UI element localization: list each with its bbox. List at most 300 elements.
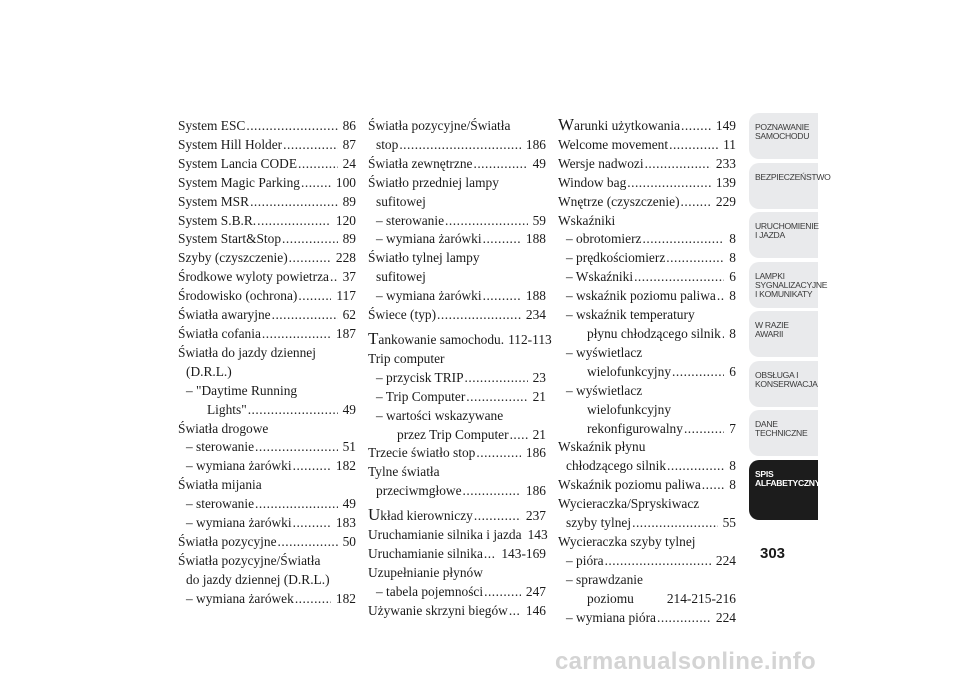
index-entry-row xyxy=(186,495,356,514)
index-subentry[interactable] xyxy=(368,407,546,445)
index-entry[interactable] xyxy=(558,476,736,495)
index-term: Wnętrze (czyszczenie) xyxy=(558,193,680,209)
index-entry[interactable] xyxy=(178,155,356,174)
leader-dots xyxy=(399,136,521,155)
leader-dots xyxy=(298,155,338,174)
index-term: Światła mijania xyxy=(178,477,262,493)
index-entry-row xyxy=(376,287,546,306)
index-term: Światło tylnej lampy xyxy=(368,250,480,266)
index-entry-row xyxy=(566,249,736,268)
page-ref: 188 xyxy=(525,231,546,247)
leader-dots xyxy=(681,193,711,212)
index-term: Światło przedniej lampy xyxy=(368,174,499,190)
leader-dots xyxy=(262,325,331,344)
index-term: Trip computer xyxy=(368,350,445,366)
index-term: Uruchamianie silnika i jazda xyxy=(368,527,522,543)
index-entry[interactable] xyxy=(368,507,546,526)
index-term-line xyxy=(178,552,356,571)
leader-dots xyxy=(293,514,331,533)
index-term-line xyxy=(376,407,546,426)
section-tab[interactable]: W RAZIE AWARII xyxy=(749,311,818,357)
index-term-line xyxy=(368,249,546,268)
index-term: Światła drogowe xyxy=(178,420,269,436)
index-entry[interactable] xyxy=(178,249,356,268)
index-subentry[interactable] xyxy=(368,369,546,388)
leader-dots xyxy=(643,230,725,249)
page-ref: 224 xyxy=(715,609,736,625)
page-ref: 49 xyxy=(342,401,356,417)
index-entry[interactable] xyxy=(178,174,356,193)
index-subentry[interactable] xyxy=(368,212,546,231)
index-subentry[interactable] xyxy=(558,344,736,382)
page-ref: 228 xyxy=(335,250,356,266)
index-entry-row xyxy=(376,388,546,407)
index-term-line xyxy=(178,344,356,363)
index-entry-row xyxy=(558,117,736,136)
page-ref: 224 xyxy=(715,552,736,568)
index-entry[interactable] xyxy=(558,212,736,231)
leader-dots xyxy=(255,438,338,457)
index-term: arunki użytkowania xyxy=(574,118,681,133)
page-ref: 23 xyxy=(532,369,546,385)
index-entry[interactable] xyxy=(368,306,546,325)
section-tab[interactable]: SPIS ALFABETYCZNY xyxy=(749,460,818,520)
index-entry[interactable] xyxy=(368,249,546,287)
page-ref: 8 xyxy=(729,477,736,493)
index-entry-row xyxy=(178,268,356,287)
index-term: Światła zewnętrzne xyxy=(368,155,473,171)
section-tab[interactable]: POZNAWANIE SAMOCHODU xyxy=(749,113,818,159)
leader-dots xyxy=(483,230,521,249)
index-entry[interactable] xyxy=(178,552,356,590)
index-term: – wymiana żarówki xyxy=(186,458,292,474)
index-entry-row xyxy=(178,136,356,155)
section-tab[interactable]: LAMPKI SYGNALIZACYJNE I KOMUNIKATY xyxy=(749,262,818,308)
page-ref: 120 xyxy=(335,212,356,228)
leader-dots xyxy=(301,174,331,193)
index-term: – wymiana żarówki xyxy=(186,515,292,531)
index-entry-row xyxy=(566,230,736,249)
page-ref: 143-169 xyxy=(501,545,546,561)
index-entry[interactable] xyxy=(368,350,546,369)
index-term: rekonfigurowalny xyxy=(587,420,683,436)
index-entry-row xyxy=(178,287,356,306)
index-term: – wyświetlacz xyxy=(566,382,643,398)
index-term: – wyświetlacz xyxy=(566,344,643,360)
index-entry-row xyxy=(368,350,546,369)
page-ref: 186 xyxy=(525,136,546,152)
index-entry-row xyxy=(376,230,546,249)
index-term: poziomu xyxy=(587,590,634,606)
leader-dots xyxy=(278,533,338,552)
index-subentry[interactable] xyxy=(558,571,736,609)
leader-dots xyxy=(645,155,711,174)
index-entry-row xyxy=(376,212,546,231)
index-term: System Hill Holder xyxy=(178,136,283,152)
index-entry-row xyxy=(558,457,736,476)
page-ref: 87 xyxy=(342,136,356,152)
index-term-continuation: sufitowej xyxy=(376,269,426,285)
index-entry[interactable] xyxy=(178,306,356,325)
leader-dots xyxy=(466,388,527,407)
leader-dots xyxy=(672,363,724,382)
leader-dots xyxy=(667,457,724,476)
page-ref: 49 xyxy=(532,155,546,171)
index-entry[interactable] xyxy=(368,463,546,501)
index-term: System ESC xyxy=(178,118,246,133)
page-ref: 7 xyxy=(729,420,736,436)
index-term-line xyxy=(566,571,736,590)
page-ref: 51 xyxy=(342,439,356,455)
index-entry-row xyxy=(566,590,736,609)
leader-dots xyxy=(510,426,528,445)
index-column-2 xyxy=(368,117,552,621)
page-ref: 24 xyxy=(342,155,356,171)
index-subentry[interactable] xyxy=(368,583,546,602)
index-entry-row xyxy=(558,212,736,231)
leader-dots xyxy=(289,249,331,268)
index-entry-row xyxy=(376,426,546,445)
page-ref: 62 xyxy=(342,307,356,323)
index-term: System MSR xyxy=(178,193,250,209)
index-entry[interactable] xyxy=(558,438,736,476)
index-entry-row xyxy=(368,444,546,463)
index-entry[interactable] xyxy=(178,212,356,231)
index-entry-row xyxy=(566,268,736,287)
index-entry-row xyxy=(186,401,356,420)
page-ref: 182 xyxy=(335,458,356,474)
page-ref: 143 xyxy=(527,527,548,543)
index-subentry[interactable] xyxy=(178,457,356,476)
index-term: – sterowanie xyxy=(376,212,445,228)
index-subentry[interactable] xyxy=(178,514,356,533)
index-term: – wskaźnik temperatury xyxy=(566,307,695,323)
page-ref: 234 xyxy=(525,307,546,323)
page-ref: 8 xyxy=(729,288,736,304)
index-term: Wycieraczka/Spryskiwacz xyxy=(558,496,700,512)
index-entry[interactable] xyxy=(178,117,356,136)
leader-dots xyxy=(717,287,724,306)
index-entry[interactable] xyxy=(368,117,546,155)
index-entry-row xyxy=(186,457,356,476)
page-ref: 186 xyxy=(525,445,546,461)
index-term: przez Trip Computer xyxy=(397,426,509,442)
page-ref: 139 xyxy=(715,174,736,190)
index-term: Tylne światła xyxy=(368,464,440,480)
leader-dots xyxy=(465,369,528,388)
index-term: Świece (typ) xyxy=(368,307,437,323)
index-term: Światła awaryjne xyxy=(178,307,271,323)
page-ref: 183 xyxy=(335,515,356,531)
index-term: Światła cofania xyxy=(178,325,261,341)
index-entry[interactable] xyxy=(368,155,546,174)
index-term: Środowisko (ochrona) xyxy=(178,288,298,304)
index-entry-row xyxy=(186,590,356,609)
page-ref: 186 xyxy=(525,483,546,499)
leader-dots xyxy=(272,306,338,325)
index-term: – tabela pojemności xyxy=(376,583,484,599)
index-entry[interactable] xyxy=(178,230,356,249)
index-entry[interactable] xyxy=(178,476,356,495)
index-term: Lights" xyxy=(207,401,247,417)
index-entry[interactable] xyxy=(178,136,356,155)
index-term: – przycisk TRIP xyxy=(376,369,464,385)
section-tab[interactable]: DANE TECHNICZNE xyxy=(749,410,818,456)
index-subentry[interactable] xyxy=(558,268,736,287)
page-ref: 214-215-216 xyxy=(666,590,736,606)
index-term-line xyxy=(368,117,546,136)
leader-dots xyxy=(669,136,718,155)
page-ref: 229 xyxy=(715,193,736,209)
index-entry[interactable] xyxy=(558,533,736,552)
index-term: stop xyxy=(376,136,399,152)
leader-dots xyxy=(722,325,724,344)
leader-dots xyxy=(445,212,528,231)
index-term: System Magic Parking xyxy=(178,174,300,190)
leader-dots xyxy=(250,193,338,212)
leader-dots xyxy=(605,552,711,571)
page-ref: 247 xyxy=(525,583,546,599)
index-term: Wskaźnik poziomu paliwa xyxy=(558,477,701,493)
index-term-line xyxy=(558,495,736,514)
index-term: Wskaźnik płynu xyxy=(558,439,646,455)
index-entry-row xyxy=(178,533,356,552)
index-term: – wymiana żarówki xyxy=(376,288,482,304)
index-entry-row xyxy=(178,249,356,268)
index-entry-row xyxy=(178,325,356,344)
index-term: Światła pozycyjne/Światła xyxy=(368,118,511,133)
index-subentry[interactable] xyxy=(558,287,736,306)
index-entry[interactable] xyxy=(368,444,546,463)
leader-dots xyxy=(484,583,521,602)
index-term: – pióra xyxy=(566,552,604,568)
index-term-line xyxy=(186,382,356,401)
index-subentry[interactable] xyxy=(178,495,356,514)
leader-dots xyxy=(298,287,331,306)
page-ref: 117 xyxy=(336,288,356,304)
index-subentry[interactable] xyxy=(558,249,736,268)
index-entry[interactable] xyxy=(558,117,736,136)
index-subentry[interactable] xyxy=(368,287,546,306)
index-column-1 xyxy=(178,117,356,609)
section-initial: W xyxy=(558,115,575,134)
index-entry-row xyxy=(368,507,546,526)
index-term: przeciwmgłowe xyxy=(376,483,462,499)
index-subentry[interactable] xyxy=(368,230,546,249)
index-entry[interactable] xyxy=(558,193,736,212)
index-term: wielofunkcyjny xyxy=(587,363,672,379)
leader-dots xyxy=(702,476,725,495)
index-column-3 xyxy=(558,117,736,627)
page-ref: 8 xyxy=(729,458,736,474)
section-tab[interactable]: OBSŁUGA I KONSERWACJA xyxy=(749,361,818,407)
index-entry-row xyxy=(368,545,546,564)
index-subentry[interactable] xyxy=(178,590,356,609)
index-entry[interactable] xyxy=(178,287,356,306)
index-entry-row xyxy=(178,212,356,231)
index-entry-row xyxy=(566,325,736,344)
page-ref: 86 xyxy=(342,118,356,133)
index-term: – prędkościomierz xyxy=(566,250,666,266)
index-entry-row xyxy=(368,306,546,325)
index-entry[interactable] xyxy=(178,533,356,552)
leader-dots xyxy=(437,306,521,325)
index-term: Trzecie światło stop xyxy=(368,445,476,461)
page-ref: 89 xyxy=(342,193,356,209)
leader-dots xyxy=(293,457,331,476)
index-term: Światła pozycyjne xyxy=(178,533,277,549)
index-entry[interactable] xyxy=(178,344,356,382)
leader-dots xyxy=(255,495,338,514)
index-term-continuation: sufitowej xyxy=(376,193,426,209)
index-entry-row xyxy=(376,583,546,602)
index-entry[interactable] xyxy=(558,174,736,193)
index-term-line xyxy=(368,463,546,482)
index-term: Welcome movement xyxy=(558,136,669,152)
page-ref: 6 xyxy=(729,363,736,379)
index-entry-row xyxy=(566,552,736,571)
leader-dots xyxy=(627,174,711,193)
index-entry[interactable] xyxy=(558,495,736,533)
index-term: Wersje nadwozi xyxy=(558,155,644,171)
index-term-line xyxy=(566,344,736,363)
index-entry[interactable] xyxy=(368,328,552,350)
leader-dots xyxy=(473,155,527,174)
page-ref: 8 xyxy=(729,231,736,247)
section-tab[interactable]: BEZPIECZEŃSTWO xyxy=(749,163,818,209)
index-term: Światła pozycyjne/Światła xyxy=(178,552,321,568)
index-term: Światła do jazdy dziennej xyxy=(178,344,316,360)
watermark: carmanualsonline.info xyxy=(555,648,817,675)
leader-dots xyxy=(632,514,718,533)
index-entry-row xyxy=(566,363,736,382)
page-ref: 112-113 xyxy=(508,331,552,347)
index-term: System Start&Stop xyxy=(178,231,282,247)
index-entry[interactable] xyxy=(368,564,546,583)
index-entry-row xyxy=(368,526,546,545)
index-entry[interactable] xyxy=(178,268,356,287)
index-subentry[interactable] xyxy=(558,306,736,344)
index-entry[interactable] xyxy=(178,325,356,344)
section-initial: T xyxy=(368,328,379,348)
index-term: Uzupełnianie płynów xyxy=(368,564,483,580)
index-entry-row xyxy=(558,174,736,193)
index-subentry[interactable] xyxy=(558,382,736,439)
index-subentry[interactable] xyxy=(368,388,546,407)
page-ref: 149 xyxy=(715,118,736,133)
leader-dots xyxy=(283,136,337,155)
index-entry-row xyxy=(178,306,356,325)
page-ref: 21 xyxy=(532,426,546,442)
page-ref: 146 xyxy=(525,602,546,618)
index-entry-row xyxy=(368,602,546,621)
leader-dots xyxy=(684,420,724,439)
page-ref: 187 xyxy=(335,325,356,341)
index-term: chłodzącego silnik xyxy=(566,458,667,474)
index-term-continuation: (D.R.L.) xyxy=(186,363,232,379)
leader-dots xyxy=(681,117,711,136)
index-entry[interactable] xyxy=(558,155,736,174)
leader-dots xyxy=(657,609,711,628)
index-term-line xyxy=(368,174,546,193)
leader-dots xyxy=(634,268,724,287)
page-ref: 59 xyxy=(532,212,546,228)
index-term: kład kierowniczy xyxy=(380,508,473,524)
index-subentry[interactable] xyxy=(178,438,356,457)
page-ref: 50 xyxy=(342,533,356,549)
index-entry-row xyxy=(558,514,736,533)
index-entry-row xyxy=(566,609,736,628)
index-subentry[interactable] xyxy=(558,230,736,249)
index-term: – sprawdzanie xyxy=(566,571,643,587)
index-entry-row xyxy=(186,438,356,457)
index-entry-row xyxy=(178,155,356,174)
index-term-continuation: wielofunkcyjny xyxy=(587,401,672,417)
index-entry-row xyxy=(178,420,356,439)
leader-dots xyxy=(474,507,521,526)
index-term: płynu chłodzącego silnik xyxy=(587,325,721,341)
leader-dots xyxy=(666,249,724,268)
index-entry-row xyxy=(186,514,356,533)
section-tab[interactable]: URUCHOMIENIE I JAZDA xyxy=(749,212,818,258)
index-term: – sterowanie xyxy=(186,439,255,455)
index-term: System S.B.R. xyxy=(178,212,257,228)
leader-dots xyxy=(483,287,521,306)
index-term: – "Daytime Running xyxy=(186,382,298,398)
index-entry[interactable] xyxy=(368,545,546,564)
section-tabs xyxy=(749,113,831,523)
index-term-continuation: do jazdy dziennej (D.R.L.) xyxy=(186,571,330,587)
index-subentry[interactable] xyxy=(558,552,736,571)
leader-dots xyxy=(248,401,338,420)
index-entry[interactable] xyxy=(368,174,546,212)
index-entry-row xyxy=(558,193,736,212)
index-entry[interactable] xyxy=(178,193,356,212)
index-entry-row xyxy=(368,136,546,155)
page-ref: 49 xyxy=(342,496,356,512)
index-term-line xyxy=(566,306,736,325)
index-entry-row xyxy=(376,369,546,388)
page-number: 303 xyxy=(760,545,786,562)
index-entry-row xyxy=(558,533,736,552)
page-ref: 37 xyxy=(342,269,356,285)
page-ref: 6 xyxy=(729,269,736,285)
index-subentry[interactable] xyxy=(178,382,356,420)
index-entry-row xyxy=(178,117,356,136)
index-entry-row xyxy=(368,564,546,583)
index-entry-row xyxy=(368,328,552,350)
index-subentry[interactable] xyxy=(558,609,736,628)
index-entry-row xyxy=(566,420,736,439)
index-entry[interactable] xyxy=(368,526,546,545)
index-entry[interactable] xyxy=(558,136,736,155)
section-initial: U xyxy=(368,505,381,525)
page-ref: 233 xyxy=(715,155,736,171)
page-ref: 188 xyxy=(525,288,546,304)
index-term: Używanie skrzyni biegów xyxy=(368,602,508,618)
index-term: System Lancia CODE xyxy=(178,155,298,171)
index-entry-row xyxy=(558,136,736,155)
index-entry[interactable] xyxy=(178,420,356,439)
index-entry[interactable] xyxy=(368,602,546,621)
index-term: – wymiana żarówki xyxy=(376,231,482,247)
index-entry-row xyxy=(368,482,546,501)
page-ref: 100 xyxy=(335,174,356,190)
page-ref: 8 xyxy=(729,250,736,266)
leader-dots xyxy=(463,482,521,501)
page-ref: 237 xyxy=(525,508,546,524)
leader-dots xyxy=(257,212,331,231)
